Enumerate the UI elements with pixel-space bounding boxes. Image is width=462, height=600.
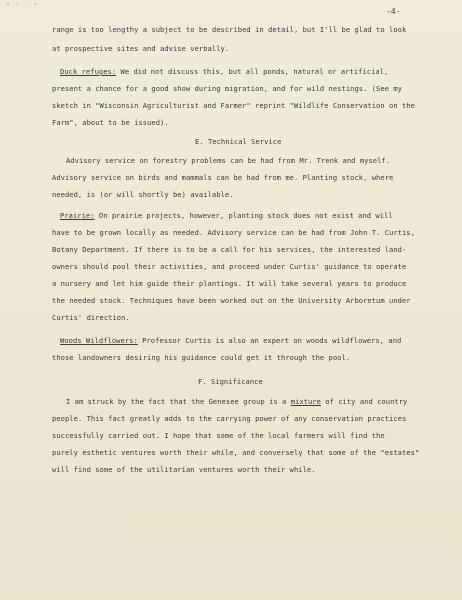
text-line: people. This fact greatly adds to the carrying power of any conservation practices <box>52 414 407 423</box>
text-line: Farm", about to be issued). <box>52 118 169 127</box>
text-span: We did not discuss this, but all ponds, natural or artificial, <box>116 67 389 76</box>
text-span: Professor Curtis is also an expert on woods wildflowers, and <box>137 336 402 345</box>
text-line: successfully carried out. I hope that some of the local farmers will find the <box>52 431 385 440</box>
prairie-heading: Prairie: <box>60 211 95 220</box>
text-line: Advisory service on birds and mammals can be had from me. Planting stock, where <box>52 173 394 182</box>
text-line: those landowners desiring his guidance could get it through the pool. <box>52 353 351 362</box>
text-span: of city and country <box>320 397 408 406</box>
duck-refuges-heading: Duck refuges: <box>60 67 117 76</box>
text-span: I am struck by the fact that the Genesee group is a <box>66 397 291 406</box>
text-line: purely esthetic ventures worth their while, and conversely that some of the "estates" <box>52 448 420 457</box>
text-line: will find some of the utilitarian ventures worth their while. <box>52 465 316 474</box>
section-e-title: E. Technical Service <box>195 137 282 146</box>
text-line: owners should pool their activities, and proceed under Curtis' guidance to operate <box>52 262 407 271</box>
text-line: Curtis' direction. <box>52 313 130 322</box>
woods-wildflowers-heading: Woods Wildflowers: <box>60 336 138 345</box>
woods-wildflowers-line <box>60 336 401 345</box>
text-line: the needed stock. Techniques have been worked out on the University Arboretum under <box>52 296 411 305</box>
text-line: needed, is (or will shortly be) available. <box>52 190 234 199</box>
text-line: range is too lengthy a subject to be described in detail, but I'll be glad to look <box>52 25 407 34</box>
text-line: a nursery and let him guide their plantings. It will take several years to produce <box>52 279 407 288</box>
duck-refuges-line <box>60 67 388 76</box>
mixture-line <box>66 397 407 406</box>
corner-marks: " ' ` " <box>6 3 39 10</box>
text-span: On prairie projects, however, planting stock does not exist and will <box>94 211 393 220</box>
text-line: Advisory service on forestry problems can be had from Mr. Trenk and myself. <box>66 156 391 165</box>
prairie-line <box>60 211 393 220</box>
text-line: have to be grown locally as needed. Advisory service can be had from John T. Curtis, <box>52 228 415 237</box>
text-line: Botany Department. If there is to be a call for his services, the interested land- <box>52 245 407 254</box>
text-line: at prospective sites and advise verbally. <box>52 44 230 53</box>
section-f-title: F. Significance <box>198 377 263 386</box>
text-line: present a chance for a good show during migration, and for wild nestings. (See my <box>52 84 402 93</box>
text-line: sketch in "Wisconsin Agriculturist and Farmer" reprint "Wildlife Conservation on the <box>52 101 415 110</box>
underlined-word: mixture <box>290 397 321 406</box>
page-number: -4- <box>386 7 401 16</box>
